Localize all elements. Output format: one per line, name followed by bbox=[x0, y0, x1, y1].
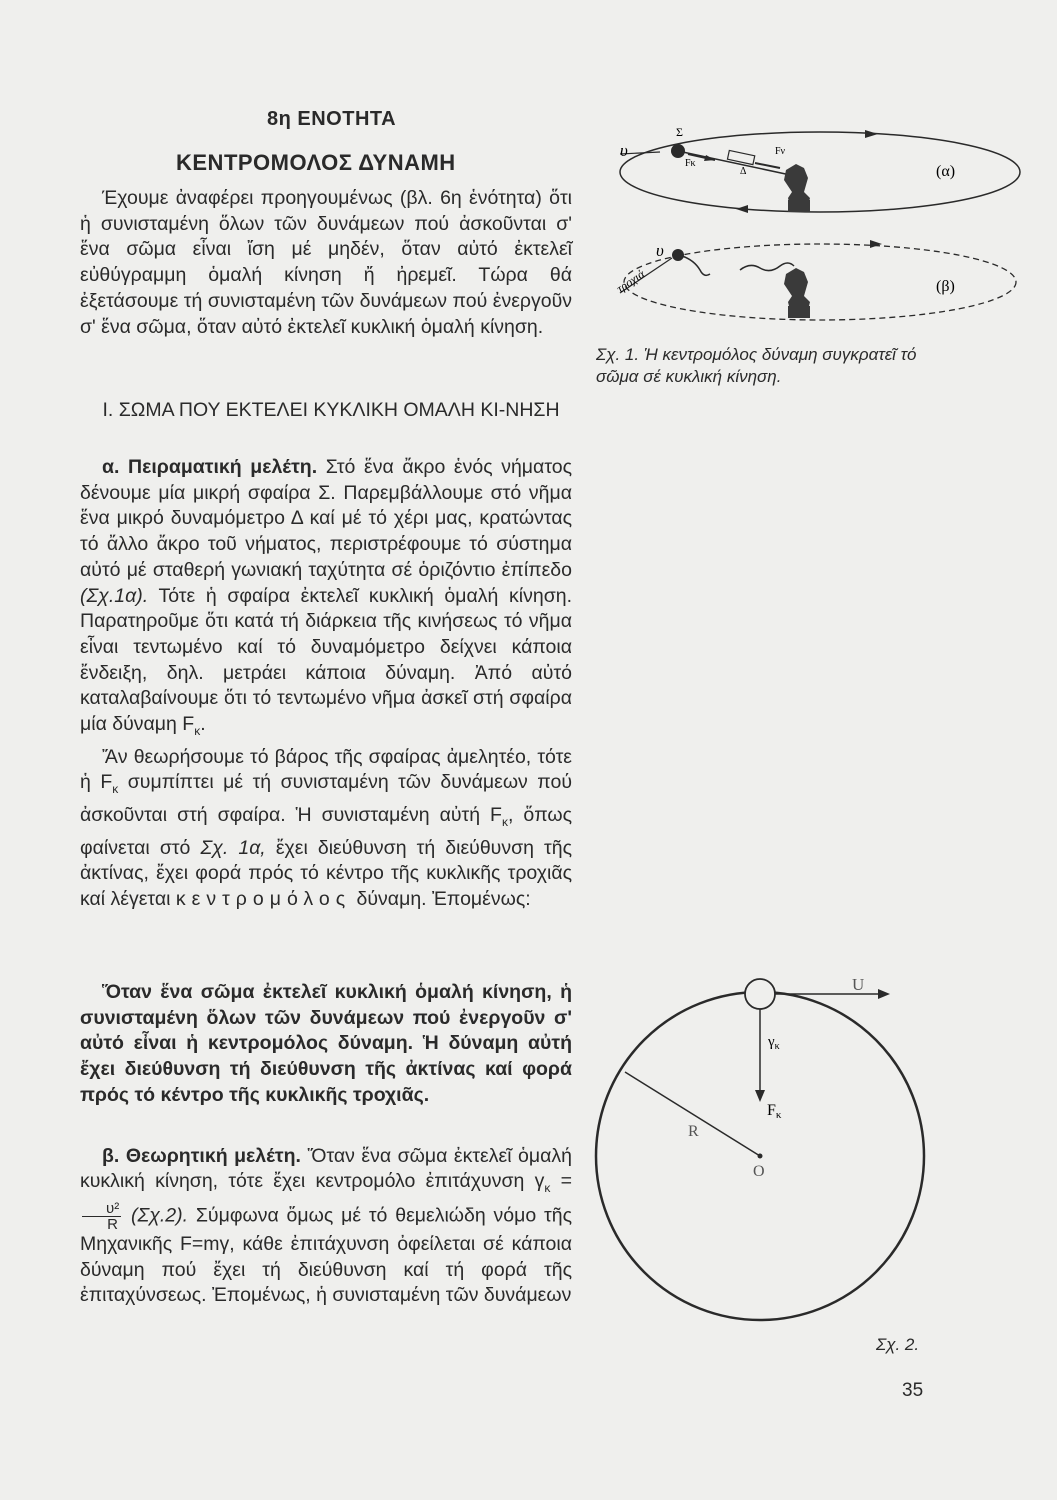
weight-sub-2: κ bbox=[501, 814, 508, 829]
orbit-a bbox=[620, 132, 1020, 212]
term-kentromolos: κεντρομόλος bbox=[175, 887, 352, 910]
force-fn-arrow bbox=[755, 163, 780, 168]
weight-paragraph bbox=[80, 745, 572, 913]
orbit-b-arrow-icon bbox=[870, 240, 882, 248]
fk-label: Fκ bbox=[685, 158, 696, 169]
sleeve-b-icon bbox=[788, 306, 810, 318]
gk-main: γ bbox=[768, 1034, 775, 1050]
theoretical-eq: = bbox=[550, 1170, 572, 1193]
body-sphere-icon bbox=[745, 979, 775, 1009]
theoretical-text-a: Ὅταν ἕνα σῶμα ἐκτελεῖ ὁμαλή κυκλική κίνηση, τότε ἔχει κεντρομόλο ἐπιτάχυνση γ bbox=[80, 1145, 572, 1193]
radius-line bbox=[625, 1072, 760, 1156]
delta-label: Δ bbox=[740, 166, 747, 177]
acceleration-arrowhead-icon bbox=[755, 1090, 765, 1102]
sigma-label: Σ bbox=[676, 125, 683, 139]
fk2-main: F bbox=[767, 1102, 776, 1119]
velocity-b-label: υ bbox=[656, 241, 664, 260]
figure-2-caption: Σχ. 2. bbox=[876, 1335, 920, 1354]
experimental-ref: (Σχ.1α). bbox=[80, 584, 149, 607]
fraction-denominator: R bbox=[107, 1216, 119, 1234]
trajectory-label: τροχιά bbox=[613, 266, 648, 296]
weight-text-b: συμπίπτει μέ τή συνισταμένη τῶν δυνάμεων πού ἀσκοῦνται στή σφαίρα. Ἡ συνισταμένη αὐτή F bbox=[80, 771, 572, 826]
experimental-sub: κ bbox=[194, 723, 201, 738]
figure-1 bbox=[590, 118, 1030, 338]
fk2-sub: κ bbox=[775, 1109, 782, 1121]
u-label: U bbox=[852, 975, 865, 994]
o-label: O bbox=[753, 1163, 765, 1180]
hand-a-icon bbox=[784, 164, 810, 206]
weight-sub-1: κ bbox=[112, 782, 119, 797]
theoretical-label: β. Θεωρητική μελέτη. bbox=[102, 1145, 301, 1167]
theoretical-sub: κ bbox=[544, 1181, 551, 1196]
gk-sub: κ bbox=[774, 1041, 780, 1052]
experimental-label: α. Πειραματική μελέτη. bbox=[102, 456, 318, 478]
rule-text: Ὅταν ἕνα σῶμα ἐκτελεῖ κυκλική ὁμαλή κίνηση, ἡ συνισταμένη ὅλων τῶν δυνάμεων πού ἐνεργοῦν σ' αὐτό εἶναι ἡ κεντρομόλος δύναμη. Ἡ δύναμη αὐτή ἔχει διεύθυνση τή διεύθυνση τῆς ἀκτίνας καί φορά πρός τό κέντρο τῆς κυκλικῆς τροχιᾶς. bbox=[80, 981, 572, 1106]
body-column bbox=[80, 455, 572, 913]
chapter-title: ΚΕΝΤΡΟΜΟΛΟΣ ΔΥΝΑΜΗ bbox=[176, 150, 456, 175]
weight-ref: Σχ. 1α, bbox=[200, 836, 266, 859]
sleeve-a-icon bbox=[788, 200, 810, 212]
hand-b-icon bbox=[784, 268, 810, 310]
weight-text-a: Ἄν θεωρήσουμε τό βάρος τῆς σφαίρας ἀμελητέο, τότε ἡ F bbox=[80, 745, 572, 794]
unit-label: 8η ΕΝΟΤΗΤΑ bbox=[267, 108, 397, 130]
figure-1-caption: Σχ. 1. Ἡ κεντρομόλος δύναμη συγκρατεῖ τό σῶμα σέ κυκλική κίνηση. bbox=[596, 345, 917, 386]
weight-text-c: , ὅπως φαίνεται στό bbox=[80, 803, 572, 859]
section-heading: Ι. ΣΩΜΑ ΠΟΥ ΕΚΤΕΛΕΙ ΚΥΚΛΙΚΗ ΟΜΑΛΗ ΚΙ-ΝΗΣΗ bbox=[102, 399, 560, 421]
experimental-text-a: Στό ἕνα ἄκρο ἑνός νήματος δένουμε μία μικρή σφαίρα Σ. Παρεμβάλλουμε στό νῆμα ἕνα μικρό δυναμόμετρο Δ καί μέ τό χέρι μας, κρατώντας τό ἄλλο ἄκρο τοῦ νήματος, περιστρέφουμε τό σύστημα αὐτό μέ σταθερή γωνιακή ταχύτητα σέ ὁριζόντιο ἐπίπεδο bbox=[80, 456, 572, 581]
theoretical-text-b: Σύμφωνα ὅμως μέ τό θεμελιώδη νόμο τῆς Μηχανικῆς F=mγ, κάθε ἐπιτάχυνση ὀφείλεται σέ κάποια δύναμη πού ἔχει τή διεύθυνση καί τή φορά τῆς ἐπιταχύνσεως. Ἐπομένως, ἡ συνισταμένη τῶν δυνάμεων bbox=[80, 1205, 572, 1307]
experimental-text-b: Τότε ἡ σφαίρα ἐκτελεῖ κυκλική ὁμαλή κίνηση. Παρατηροῦμε ὅτι κατά τή διάρκεια τῆς κινήσεως τό νῆμα εἶναι τεντωμένο καί τό δυναμόμετρο δείχνει κάποια ἔνδειξη, δηλ. μετράει κάποια δύναμη. Ἀπό αὐτό καταλαβαίνουμε ὅτι τό τεντωμένο νῆμα ἀσκεῖ στή σφαίρα μία δύναμη F bbox=[80, 584, 572, 736]
fk2-label bbox=[767, 1102, 782, 1121]
intro-paragraph bbox=[80, 186, 572, 340]
loose-string-b-2 bbox=[740, 263, 794, 271]
page-number: 35 bbox=[902, 1380, 924, 1401]
label-beta: (β) bbox=[936, 278, 955, 295]
label-alpha: (α) bbox=[936, 163, 956, 180]
fn-label: Fν bbox=[775, 146, 786, 157]
orbit-a-arrow-2-icon bbox=[736, 205, 748, 213]
loose-string-b bbox=[682, 256, 710, 275]
theoretical-text bbox=[80, 1144, 572, 1308]
sphere-b-icon bbox=[672, 249, 684, 261]
velocity-a-label: υ bbox=[620, 141, 628, 160]
intro-text: Έχουμε ἀναφέρει προηγουμένως (βλ. 6η ἑνότητα) ὅτι ἡ συνισταμένη ὅλων τῶν δυνάμεων πού ἀσκοῦνται σ' ἕνα σῶμα εἶναι ἴση μέ μηδέν, ὅταν αὐτό ἐκτελεῖ εὐθύγραμμη ὁμαλή κίνηση ἤ ἠρεμεῖ. Τώρα θά ἐξετάσουμε τή συνισταμένη τῶν δυνάμεων πού ἐνεργοῦν σ' ἕνα σῶμα, ὅταν αὐτό ἐκτελεῖ κυκλική ὁμαλή κίνηση. bbox=[80, 187, 572, 338]
weight-text-e: δύναμη. Ἐπομένως: bbox=[351, 887, 531, 910]
r-label: R bbox=[688, 1123, 699, 1140]
figure-2 bbox=[590, 960, 1030, 1340]
fraction-numerator: υ² bbox=[82, 1201, 121, 1217]
rule-box bbox=[80, 980, 572, 1109]
gk-label bbox=[767, 1034, 780, 1052]
experimental-end: . bbox=[200, 713, 206, 736]
velocity-arrowhead-icon bbox=[878, 989, 890, 999]
theoretical-paragraph bbox=[80, 1144, 572, 1308]
center-point bbox=[758, 1154, 763, 1159]
experimental-paragraph bbox=[80, 455, 572, 745]
theoretical-ref: (Σχ.2). bbox=[123, 1205, 189, 1228]
weight-text-d: ἔχει διεύθυνση τή διεύθυνση τῆς ἀκτίνας, ἔχει φορά πρός τό κέντρο τῆς κυκλικῆς τροχιᾶς καί λέγεται bbox=[80, 836, 572, 910]
orbit-a-arrow-icon bbox=[865, 130, 878, 138]
fraction-v2-over-r bbox=[82, 1201, 121, 1232]
